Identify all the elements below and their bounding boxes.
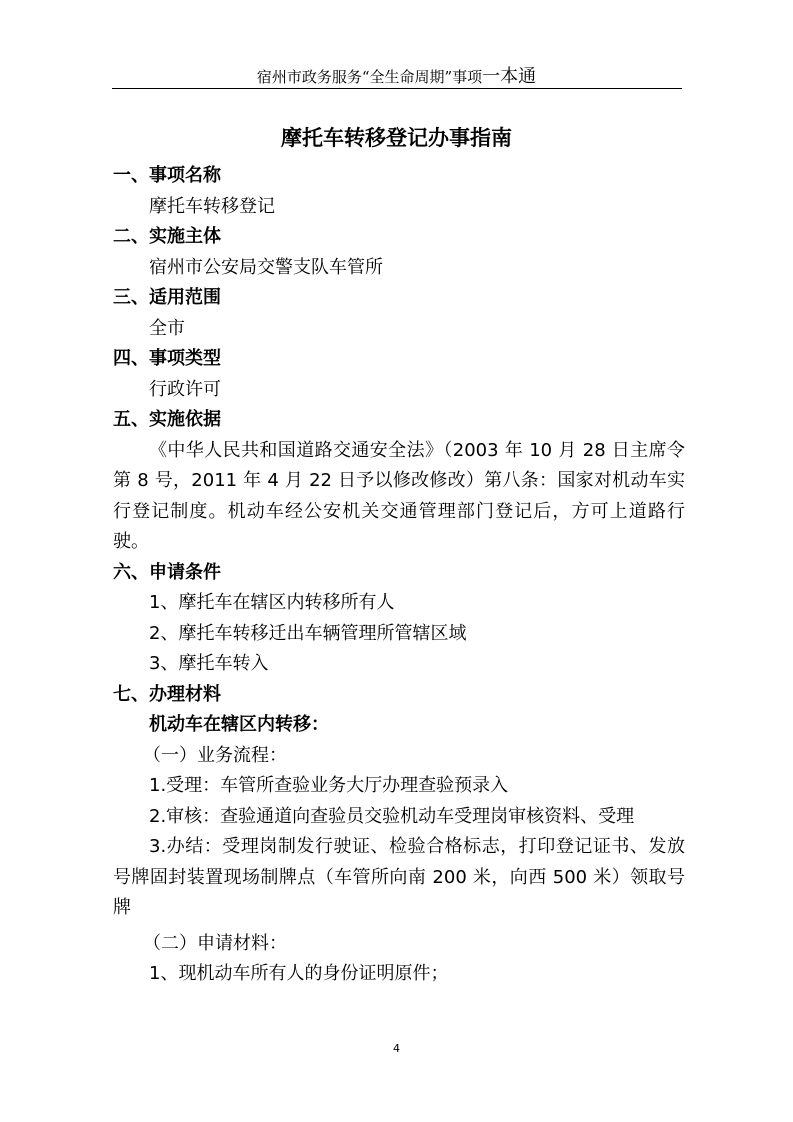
header-rule	[112, 88, 682, 89]
section-heading-implementing-body: 二、实施主体	[113, 226, 221, 247]
header-text-emphasis: 一本通	[482, 66, 537, 87]
condition-item: 3、摩托车转入	[149, 653, 269, 674]
section-heading-scope: 三、适用范围	[113, 287, 221, 308]
section-heading-legal-basis: 五、实施依据	[113, 409, 221, 430]
section-heading-materials: 七、办理材料	[113, 683, 221, 705]
material-item: 1、现机动车所有人的身份证明原件；	[149, 963, 449, 984]
section-body-scope: 全市	[149, 317, 185, 339]
process-step: 1.受理：车管所查验业务大厅办理查验预录入	[149, 775, 509, 796]
header-text: 宿州市政务服务“全生命周期”事项	[256, 68, 483, 86]
document-body	[113, 161, 685, 990]
section-body-item-type: 行政许可	[149, 378, 221, 400]
process-step: 2.审核：查验通道向查验员交验机动车受理岗审核资料、受理	[149, 805, 635, 827]
section-heading-item-type: 四、事项类型	[113, 348, 221, 369]
subsection-heading-local-transfer: 机动车在辖区内转移：	[149, 714, 329, 735]
condition-item: 1、摩托车在辖区内转移所有人	[149, 592, 395, 613]
section-body-item-name: 摩托车转移登记	[149, 195, 275, 217]
section-body-legal-basis: 《中华人民共和国道路交通安全法》（2003 年 10 月 28 日主席令第 8 号，2011 年 4 月 22 日予以修改修改）第八条：国家对机动车实行登记制度。机动车经公安机关交通管理部门登记后，方可上道路行驶。	[113, 439, 685, 552]
running-header	[0, 62, 793, 88]
condition-item: 2、摩托车转移迁出车辆管理所管辖区域	[149, 622, 467, 644]
section-heading-conditions: 六、申请条件	[113, 561, 221, 583]
document-title: 摩托车转移登记办事指南	[281, 126, 512, 150]
section-body-implementing-body: 宿州市公安局交警支队车管所	[149, 256, 383, 278]
page-number: 4	[393, 1042, 400, 1055]
subsection-heading-materials-list: （二）申请材料：	[143, 932, 287, 954]
process-step: 3.办结：受理岗制发行驶证、检验合格标志，打印登记证书、发放号牌固封装置现场制牌点（车管所向南 200 米，向西 500 米）领取号牌	[113, 836, 685, 918]
section-heading-item-name: 一、事项名称	[113, 165, 221, 186]
subsection-heading-process: （一）业务流程：	[143, 744, 287, 766]
